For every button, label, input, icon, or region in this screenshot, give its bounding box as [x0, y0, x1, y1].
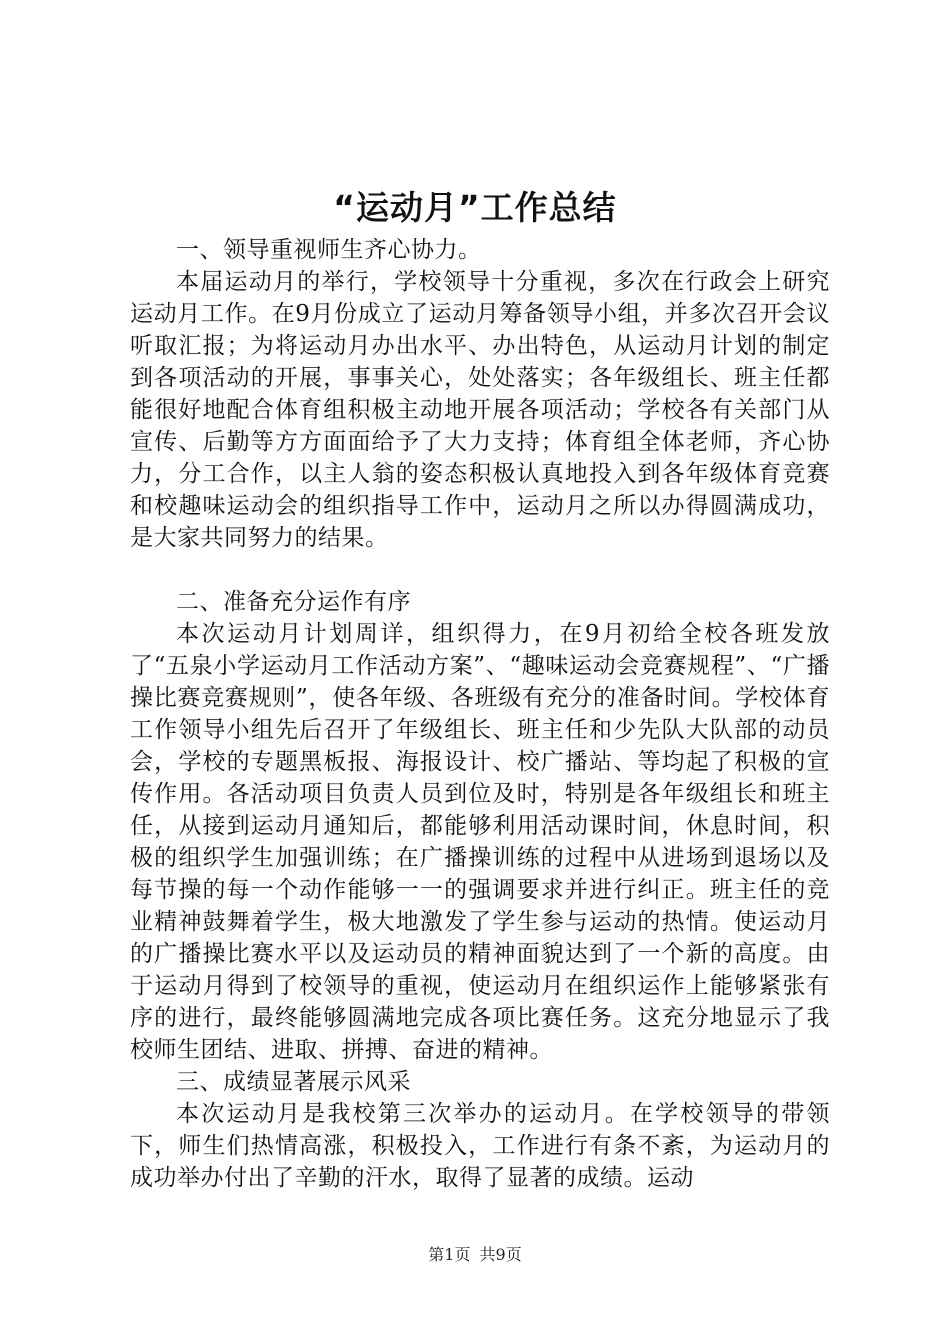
page-total: 共9页 — [479, 1245, 522, 1264]
paragraph-2: 本次运动月计划周详，组织得力，在9月初给全校各班发放了“五泉小学运动月工作活动方案”、“趣味运动会竞赛规程”、“广播操比赛竞赛规则”，使各年级、各班级有充分的准备时间。学校体育工作领导小组先后召开了年级组长、班主任和少先队大队部的动员会，学校的专题黑板报、海报设计、校广播站、等均起了积极的宣传作用。各活动项目负责人员到位及时，特别是各年级组长和班主任，从接到运动月通知后，都能够利用活动课时间，休息时间，积极的组织学生加强训练；在广播操训练的过程中从进场到退场以及每节操的每一个动作能够一一的强调要求并进行纠正。班主任的竞业精神鼓舞着学生，极大地激发了学生参与运动的热情。使运动月的广播操比赛水平以及运动员的精神面貌达到了一个新的高度。由于运动月得到了校领导的重视，使运动月在组织运作上能够紧张有序的进行，最终能够圆满地完成各项比赛任务。这充分地显示了我校师生团结、进取、拼搏、奋进的精神。 — [130, 621, 830, 1063]
paragraph-3: 本次运动月是我校第三次举办的运动月。在学校领导的带领下，师生们热情高涨，积极投入，工作进行有条不紊，为运动月的成功举办付出了辛勤的汗水，取得了显著的成绩。运动 — [130, 1101, 830, 1191]
section-heading-2: 二、准备充分运作有序 — [176, 589, 411, 615]
section-heading-1: 一、领导重视师生齐心协力。 — [176, 237, 482, 263]
section-heading-3: 三、成绩显著展示风采 — [176, 1069, 411, 1095]
document-body — [130, 234, 830, 1194]
paragraph-1: 本届运动月的举行，学校领导十分重视，多次在行政会上研究运动月工作。在9月份成立了运动月筹备领导小组，并多次召开会议听取汇报；为将运动月办出水平、办出特色，从运动月计划的制定到各项活动的开展，事事关心，处处落实；各年级组长、班主任都能很好地配合体育组积极主动地开展各项活动；学校各有关部门从宣传、后勤等方方面面给予了大力支持；体育组全体老师，齐心协力，分工合作，以主人翁的姿态积极认真地投入到各年级体育竞赛和校趣味运动会的组织指导工作中，运动月之所以办得圆满成功，是大家共同努力的结果。 — [130, 269, 830, 551]
page-number: 第1页 — [428, 1245, 471, 1264]
page-footer — [0, 1244, 950, 1266]
document-title: “运动月”工作总结 — [333, 188, 617, 227]
